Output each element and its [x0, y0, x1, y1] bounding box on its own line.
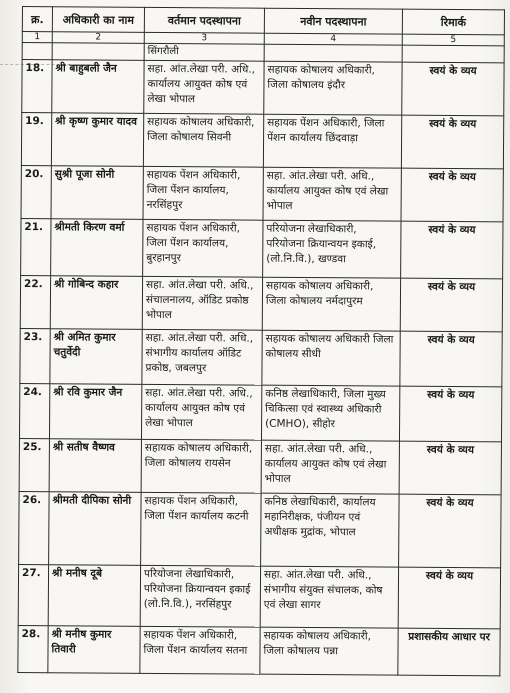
table-row — [19, 438, 501, 494]
remark: स्वयं के व्यय — [402, 62, 504, 116]
remark: स्वयं के व्यय — [399, 494, 502, 568]
serial-number: 21. — [21, 218, 51, 275]
current-posting: सहा. आंत.लेखा परी. अधि., संचालनालय, ऑडिट प्रकोष्ठ भोपाल — [142, 276, 262, 330]
remark: स्वयं के व्यय — [399, 441, 501, 495]
new-posting: कनिष्ठ लेखाधिकारी, जिला मुख्य चिकित्सा एवं स्वास्थ्य अधिकारी (CMHO), सीहोर — [261, 385, 399, 441]
header-officer-name: अधिकारी का नाम — [52, 7, 144, 33]
remark: स्वयं के व्यय — [400, 331, 502, 387]
remark: स्वयं के व्यय — [401, 115, 503, 169]
remark: स्वयं के व्यय — [400, 278, 502, 332]
remark: स्वयं के व्यय — [401, 168, 503, 222]
officer-name: सुश्री पूजा सोनी — [51, 166, 143, 220]
table-row — [18, 564, 500, 628]
officer-name: श्री मनीष कुमार तिवारी — [48, 626, 140, 674]
officer-name: श्रीमती किरण वर्मा — [51, 219, 143, 277]
new-posting: सहा. आंत.लेखा परी. अधि., कार्यालय आयुक्त कोष एवं लेखा भोपाल — [263, 167, 401, 221]
officer-name: श्री अमित कुमार चतुर्वेदी — [50, 329, 142, 385]
remark: प्रशासकीय आधार पर — [398, 628, 500, 676]
new-posting: सहायक कोषालय अधिकारी, जिला कोषालय पन्ना — [260, 627, 398, 675]
serial-number: 25. — [19, 438, 49, 491]
officer-name: श्री गोबिन्द कहार — [50, 276, 142, 330]
table-row — [21, 165, 503, 221]
table-row — [20, 328, 502, 386]
serial-number: 27. — [18, 564, 48, 625]
header-remark: रिमार्क — [402, 9, 504, 35]
officer-name: श्री सतीष वैष्णव — [49, 439, 141, 493]
new-posting: सहायक पेंशन अधिकारी, जिला पेंशन कार्यालय छिंदवाड़ा — [263, 114, 401, 168]
officer-name: श्री मनीष दूबे — [48, 565, 140, 627]
current-posting: सहायक पेंशन अधिकारी, जिला पेंशन कार्यालय, नरसिंहपुर — [143, 166, 263, 220]
table-row — [19, 491, 501, 567]
current-posting: परियोजना लेखाधिकारी, परियोजना क्रियान्वयन इकाई (लो.नि.वि.), नरसिंहपुर — [140, 565, 260, 627]
table-row — [22, 60, 504, 116]
table-row — [21, 218, 503, 278]
current-posting: सहायक पेंशन अधिकारी, जिला पेंशन कार्यालय सतना — [140, 626, 260, 674]
serial-number: 20. — [21, 165, 51, 218]
serial-number: 24. — [19, 383, 49, 438]
officer-name: श्रीमती दीपिका सोनी — [49, 492, 142, 566]
new-posting: सहायक कोषालय अधिकारी, जिला कोषालय इंदौर — [264, 61, 402, 115]
current-posting: सहायक कोषालय अधिकारी, जिला कोषालय सिवनी — [143, 113, 263, 167]
table-header-row — [22, 7, 504, 35]
remark: स्वयं के व्यय — [398, 567, 500, 629]
current-posting: सहा. आंत.लेखा परी. अधि., कार्यालय आयुक्त कोष एवं लेखा भोपाल — [144, 60, 264, 114]
table-row — [18, 625, 500, 675]
serial-number: 26. — [19, 491, 50, 564]
new-posting: सहायक कोषालय अधिकारी जिला कोषालय सीधी — [262, 330, 400, 386]
current-posting: सहायक पेंशन अधिकारी, जिला पेंशन कार्यालय, बुरहानपुर — [143, 219, 263, 277]
serial-number: 22. — [20, 275, 50, 328]
new-posting: सहायक कोषालय अधिकारी, जिला कोषालय नर्मदापुरम — [262, 277, 400, 331]
new-posting: सहा. आंत.लेखा परी. अधि., संभागीय संयुक्त संचालक, कोष एवं लेखा सागर — [260, 566, 398, 628]
serial-number: 23. — [20, 328, 50, 383]
current-posting: सहा. आंत.लेखा परी. अधि., कार्यालय आयुक्त कोष एवं लेखा भोपाल — [141, 384, 261, 440]
header-current-posting: वर्तमान पदस्थापना — [144, 7, 264, 33]
table-row — [21, 113, 503, 169]
current-posting: सहायक कोषालय अधिकारी, जिला कोषालय रायसेन — [141, 439, 261, 493]
table-row — [19, 383, 501, 441]
continuation-text: सिंगरौली — [144, 43, 264, 61]
serial-number: 19. — [21, 113, 51, 166]
officer-name: श्री रवि कुमार जैन — [49, 384, 141, 440]
header-new-posting: नवीन पदस्थापना — [264, 8, 402, 34]
column-number: 2 — [52, 32, 144, 44]
new-posting: कनिष्ठ लेखाधिकारी, कार्यालय महानिरीक्षक, पंजीयन एवं अधीक्षक मुद्रांक, भोपाल — [261, 493, 400, 567]
column-number: 4 — [264, 33, 402, 45]
new-posting: सहा. आंत.लेखा परी. अधि., कार्यालय आयुक्त कोष एवं लेखा भोपाल — [261, 440, 399, 494]
remark: स्वयं के व्यय — [401, 221, 503, 279]
serial-number: 18. — [22, 60, 52, 113]
header-serial: क्र. — [22, 7, 52, 32]
column-number: 5 — [402, 34, 504, 46]
column-number: 3 — [144, 32, 264, 44]
current-posting: सहा. आंत.लेखा परी. अधि., संभागीय कार्यालय ऑडिट प्रकोष्ठ, जबलपुर — [142, 329, 262, 385]
new-posting: परियोजना लेखाधिकारी, परियोजना क्रियान्वयन इकाई, (लो.नि.वि.), खण्डवा — [263, 220, 401, 278]
officer-name: श्री बाहुबली जैन — [52, 60, 144, 114]
officer-name: श्री कृष्ण कुमार यादव — [51, 113, 143, 167]
current-posting: सहायक पेंशन अधिकारी, जिला पेंशन कार्यालय कटनी — [141, 492, 262, 566]
remark: स्वयं के व्यय — [399, 386, 501, 442]
table-row — [20, 275, 502, 331]
column-number: 1 — [22, 32, 52, 43]
transfer-order-table — [17, 6, 505, 676]
serial-number: 28. — [18, 625, 48, 672]
